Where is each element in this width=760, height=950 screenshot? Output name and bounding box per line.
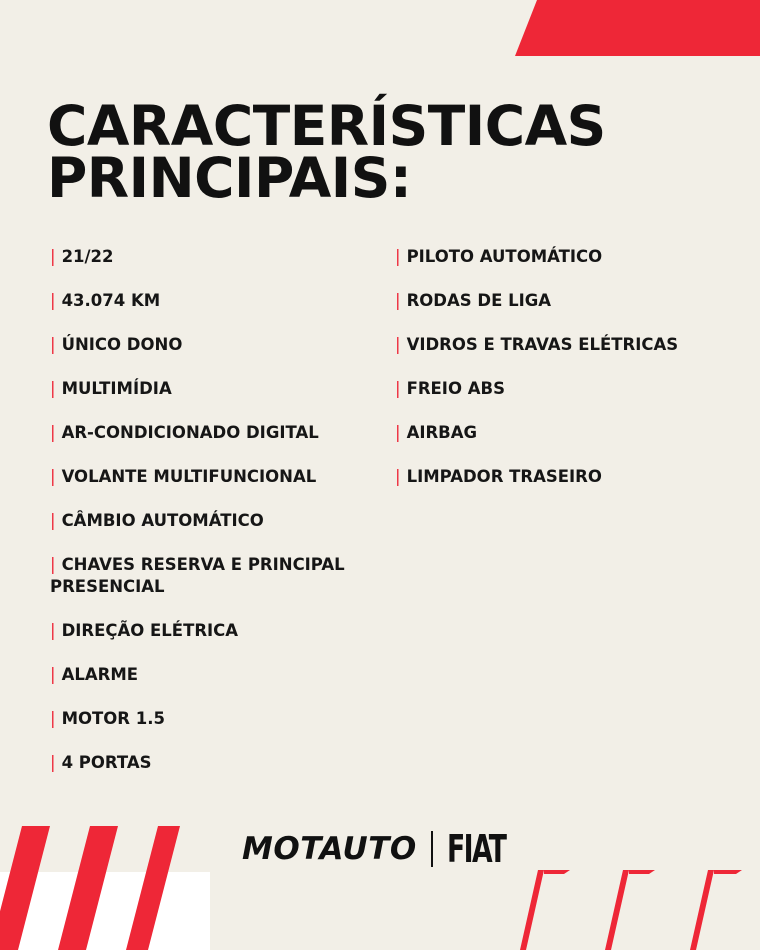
feature-item <box>395 422 745 466</box>
bullet-bar-icon: | <box>395 335 401 354</box>
feature-item <box>50 510 370 554</box>
feature-item <box>50 246 370 290</box>
feature-item <box>50 466 370 510</box>
bullet-bar-icon: | <box>50 335 56 354</box>
feature-label: FREIO ABS <box>406 379 505 398</box>
bullet-bar-icon: | <box>395 291 401 310</box>
bullet-bar-icon: | <box>50 555 56 574</box>
bullet-bar-icon: | <box>50 709 56 728</box>
left-stripes-decoration <box>0 826 210 950</box>
bullet-bar-icon: | <box>50 467 56 486</box>
title-line-1: CARACTERÍSTICAS <box>47 94 606 158</box>
feature-item <box>395 246 745 290</box>
brand-footer <box>242 826 522 872</box>
feature-label: RODAS DE LIGA <box>406 291 552 310</box>
feature-label: AIRBAG <box>406 423 478 442</box>
title-line-2: PRINCIPAIS: <box>47 146 412 210</box>
bullet-bar-icon: | <box>50 291 56 310</box>
feature-label: MOTOR 1.5 <box>61 709 165 728</box>
logo-divider <box>431 831 433 867</box>
feature-item <box>50 378 370 422</box>
feature-item <box>50 708 370 752</box>
feature-item <box>50 334 370 378</box>
feature-label: 21/22 <box>61 247 114 266</box>
fiat-logo: FIAT <box>446 827 506 871</box>
bullet-bar-icon: | <box>50 423 56 442</box>
bullet-bar-icon: | <box>50 665 56 684</box>
feature-item <box>395 378 745 422</box>
feature-item <box>50 554 370 620</box>
feature-label: 43.074 KM <box>61 291 161 310</box>
feature-label: PILOTO AUTOMÁTICO <box>406 247 603 266</box>
feature-label: CHAVES RESERVA E PRINCIPAL PRESENCIAL <box>50 555 345 596</box>
feature-item <box>395 290 745 334</box>
top-red-banner <box>515 0 760 56</box>
bullet-bar-icon: | <box>50 247 56 266</box>
bullet-bar-icon: | <box>50 621 56 640</box>
page-title <box>47 94 606 210</box>
feature-item <box>50 620 370 664</box>
feature-item <box>50 752 370 796</box>
dealer-logo: MOTAUTO <box>242 831 417 867</box>
feature-label: 4 PORTAS <box>61 753 152 772</box>
feature-item <box>50 422 370 466</box>
feature-item <box>50 664 370 708</box>
bullet-bar-icon: | <box>50 379 56 398</box>
feature-item <box>50 290 370 334</box>
feature-item <box>395 466 745 510</box>
feature-label: DIREÇÃO ELÉTRICA <box>61 621 239 640</box>
feature-label: CÂMBIO AUTOMÁTICO <box>61 511 264 530</box>
feature-label: LIMPADOR TRASEIRO <box>406 467 602 486</box>
feature-label: ÚNICO DONO <box>61 335 183 354</box>
feature-label: VIDROS E TRAVAS ELÉTRICAS <box>406 335 679 354</box>
feature-item <box>395 334 745 378</box>
bullet-bar-icon: | <box>395 423 401 442</box>
right-stripes-decoration <box>510 870 760 950</box>
features-list-right <box>395 246 745 510</box>
features-list-left <box>50 246 370 796</box>
bullet-bar-icon: | <box>395 467 401 486</box>
feature-label: MULTIMÍDIA <box>61 379 172 398</box>
feature-label: ALARME <box>61 665 139 684</box>
bullet-bar-icon: | <box>395 379 401 398</box>
bullet-bar-icon: | <box>50 753 56 772</box>
bullet-bar-icon: | <box>395 247 401 266</box>
bullet-bar-icon: | <box>50 511 56 530</box>
feature-label: VOLANTE MULTIFUNCIONAL <box>61 467 317 486</box>
feature-label: AR-CONDICIONADO DIGITAL <box>61 423 319 442</box>
